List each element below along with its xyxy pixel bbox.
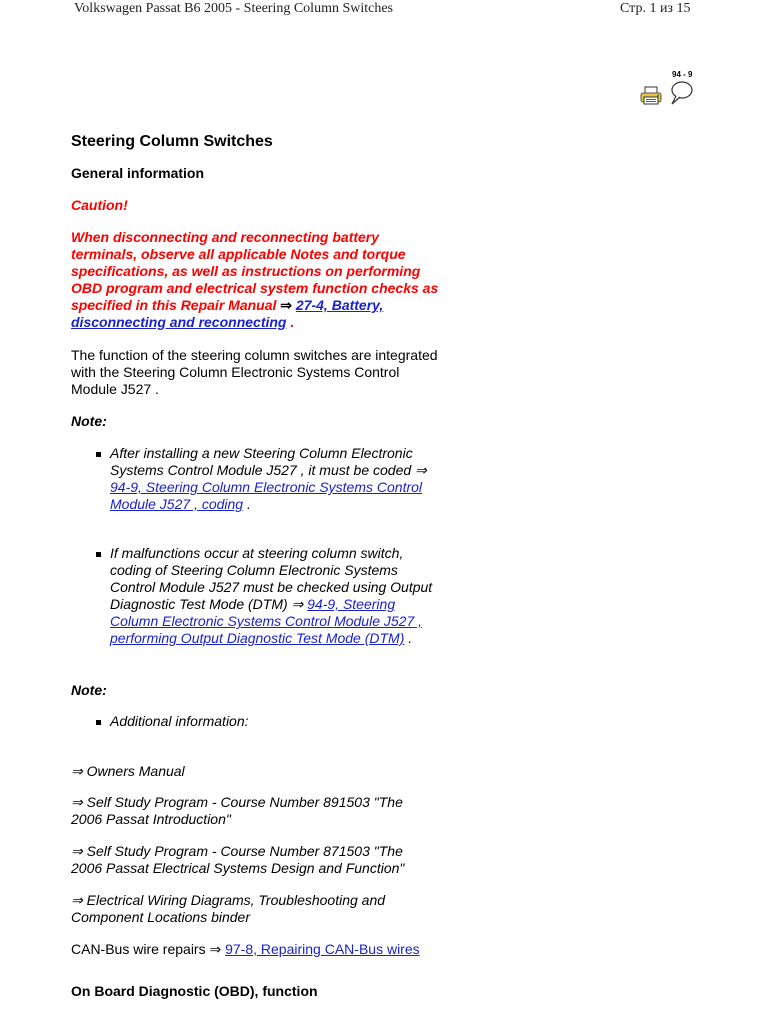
page-title: Steering Column Switches [71,133,273,150]
reference-wiring-diagrams: ⇒ Electrical Wiring Diagrams, Troubleshooting and Component Locations binder [71,892,386,925]
speech-bubble-icon[interactable] [668,80,694,106]
canbus-line: CAN-Bus wire repairs ⇒ 97-8, Repairing CAN-Bus wires [71,941,420,957]
list-item: Additional information: [110,713,249,729]
note-label: Note: [71,413,107,429]
obd-heading: On Board Diagnostic (OBD), function [71,983,318,999]
coding-link-cont[interactable]: Module J527 , coding [110,496,244,512]
arrow-icon: ⇒ [280,297,293,313]
dtm-link[interactable]: 94-9, Steering [307,596,396,612]
document-header-title: Volkswagen Passat B6 2005 - Steering Column Switches [74,1,394,16]
battery-link[interactable]: 27-4, Battery, [295,297,384,313]
bullet-icon [96,552,101,557]
list-item: After installing a new Steering Column Electronic Systems Control Module J527 , it must be coded ⇒ 94-9, Steering Column Electronic Systems Control Module J527 , coding . [110,445,427,512]
page-counter: Стр. 1 из 15 [620,1,691,16]
dtm-link-cont2[interactable]: performing Output Diagnostic Test Mode (DTM) [110,630,405,646]
note-label: Note: [71,682,107,698]
coding-link[interactable]: 94-9, Steering Column Electronic Systems Control [110,479,423,495]
dtm-link-cont[interactable]: Column Electronic Systems Control Module J527 , [110,613,423,629]
caution-text: When disconnecting and reconnecting battery terminals, observe all applicable Notes and torque specifications, as well as instructions on performing OBD program and electrical system function checks as specified in this Repair Manual ⇒ 27-4, Battery, disconnecting and reconnecting . [71,229,439,330]
page-reference-label: 94 - 9 [672,70,693,79]
reference-ssp-891503: ⇒ Self Study Program - Course Number 891503 "The 2006 Passat Introduction" [71,794,403,827]
printer-icon[interactable] [640,85,662,107]
bullet-icon [96,452,101,457]
intro-paragraph: The function of the steering column switches are integrated with the Steering Column Electronic Systems Control Module J527 . [71,347,438,397]
list-item: If malfunctions occur at steering column switch, coding of Steering Column Electronic Systems Control Module J527 must be checked using Output Diagnostic Test Mode (DTM) ⇒ 94-9, Steering Column Electronic Systems Control Module J527 , performing Output Diagnostic Test Mode (DTM) . [110,545,433,646]
section-subtitle: General information [71,165,205,181]
caution-label: Caution! [71,197,128,213]
bullet-icon [96,720,101,725]
reference-ssp-871503: ⇒ Self Study Program - Course Number 871503 "The 2006 Passat Electrical Systems Design and Function" [71,843,405,876]
canbus-link[interactable]: 97-8, Repairing CAN-Bus wires [225,941,420,957]
reference-owners-manual: ⇒ Owners Manual [71,763,185,779]
battery-link-cont[interactable]: disconnecting and reconnecting [71,314,287,330]
